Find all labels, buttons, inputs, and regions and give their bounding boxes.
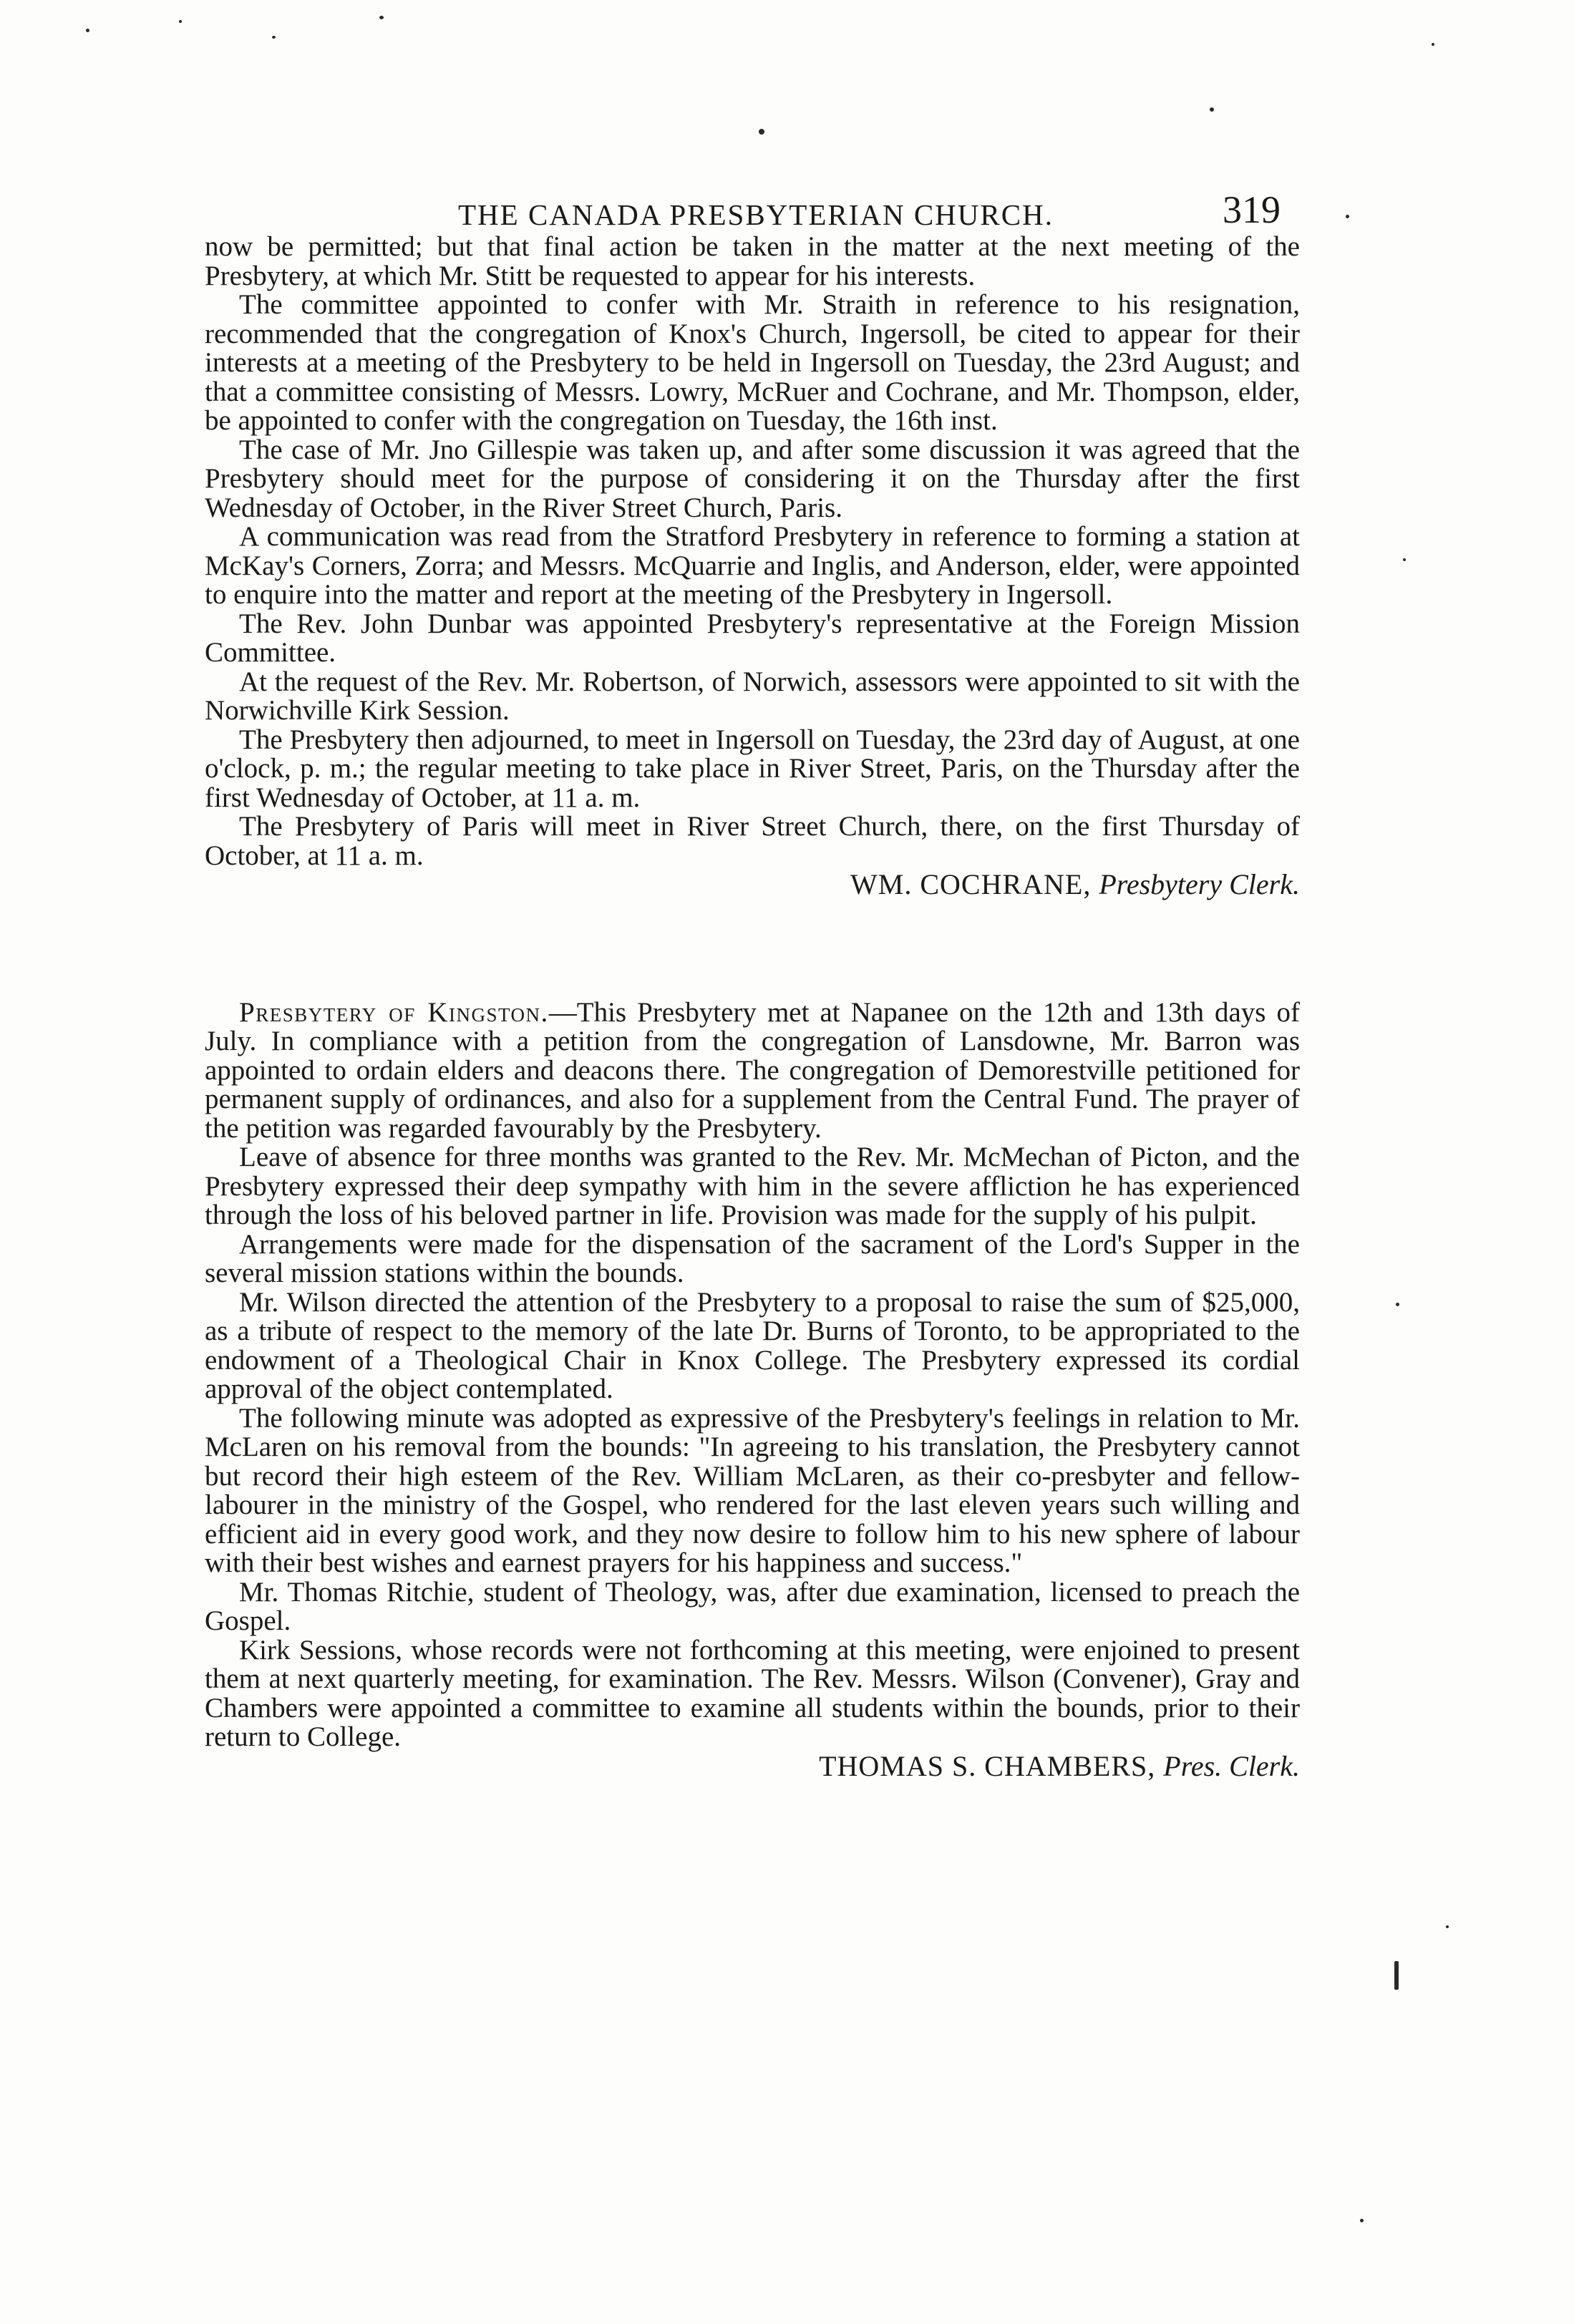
- paragraph: Leave of absence for three months was granted to the Rev. Mr. McMechan of Picton, and the Presbytery expressed their deep sympathy with him in the severe affliction he has experienced through the loss of his beloved partner in life. Provision was made for the supply of his pulpit.: [205, 1142, 1300, 1230]
- scan-speck: [1446, 1925, 1449, 1928]
- paragraph: Mr. Thomas Ritchie, student of Theology, was, after due examination, licensed to preach the Gospel.: [205, 1576, 1300, 1636]
- scan-speck: [179, 20, 182, 23]
- paragraph: Kirk Sessions, whose records were not forthcoming at this meeting, were enjoined to present them at next quarterly meeting, for examination. The Rev. Messrs. Wilson (Convener), Gray and Chambers were appointed a committee to examine all students within the bounds, prior to their return to College.: [205, 1634, 1300, 1752]
- scan-speck: [1394, 1961, 1399, 1990]
- section-gap: [205, 900, 1300, 998]
- text-column: [205, 233, 1300, 1781]
- paragraph: now be permitted; but that final action be taken in the matter at the next meeting of the Presbytery, at which Mr. Stitt be requested to appear for his interests.: [205, 231, 1300, 291]
- scan-speck: [86, 29, 89, 32]
- scan-speck: [1403, 558, 1406, 561]
- scan-speck: [759, 129, 764, 135]
- signature: [205, 1749, 1300, 1782]
- paragraph: The Presbytery of Paris will meet in River Street Church, there, on the first Thursday of October, at 11 a. m.: [205, 811, 1300, 871]
- scan-speck: [1360, 2219, 1364, 2222]
- scan-speck: [272, 36, 276, 39]
- paragraph: At the request of the Rev. Mr. Robertson, of Norwich, assessors were appointed to sit with the Norwichville Kirk Session.: [205, 666, 1300, 726]
- paragraph: A communication was read from the Stratford Presbytery in reference to forming a station at McKay's Corners, Zorra; and Messrs. McQuarrie and Inglis, and Anderson, elder, were appointed to enquire into the matter and report at the meeting of the Presbytery in Ingersoll.: [205, 521, 1300, 610]
- paragraph: The case of Mr. Jno Gillespie was taken up, and after some discussion it was agreed that the Presbytery should meet for the purpose of considering it on the Thursday after the first Wednesday of October, in the River Street Church, Paris.: [205, 434, 1300, 523]
- signature-name: WM. COCHRANE,: [850, 868, 1092, 900]
- running-header: THE CANADA PRESBYTERIAN CHURCH.: [458, 198, 1054, 231]
- scan-speck: [1210, 107, 1214, 112]
- paragraph: The committee appointed to confer with Mr. Straith in reference to his resignation, recommended that the congregation of Knox's Church, Ingersoll, be cited to appear for their interests at a meeting of the Presbytery to be held in Ingersoll on Tuesday, the 23rd August; and that a committee consisting of Messrs. Lowry, McRuer and Cochrane, and Mr. Thompson, elder, be appointed to confer with the congregation on Tuesday, the 16th inst.: [205, 289, 1300, 436]
- signature-role: Pres. Clerk.: [1163, 1749, 1300, 1782]
- signature: [205, 870, 1300, 900]
- paragraph: The following minute was adopted as expressive of the Presbytery's feelings in relation to Mr. McLaren on his removal from the bounds: "In agreeing to his translation, the Presbytery cannot but record their high esteem of the Rev. William McLaren, as their co-presbyter and fellow-labourer in the ministry of the Gospel, who rendered for the last eleven years such willing and efficient aid in every good work, and they now desire to follow him to his new sphere of labour with their best wishes and earnest prayers for his happiness and success.": [205, 1402, 1300, 1578]
- scan-speck: [379, 16, 384, 19]
- paragraph: Arrangements were made for the dispensation of the sacrament of the Lord's Supper in the several mission stations within the bounds.: [205, 1228, 1300, 1288]
- scan-speck: [1432, 43, 1434, 46]
- scan-speck: [1396, 1303, 1399, 1306]
- paragraph: The Rev. John Dunbar was appointed Presbytery's representative at the Foreign Mission Committee.: [205, 608, 1300, 668]
- section-heading: Presbytery of Kingston.: [239, 996, 549, 1028]
- signature-name: THOMAS S. CHAMBERS,: [819, 1749, 1156, 1782]
- scan-speck: [1346, 215, 1349, 218]
- page-number: 319: [1223, 188, 1281, 231]
- paragraph: [205, 998, 1300, 1144]
- paragraph: The Presbytery then adjourned, to meet in Ingersoll on Tuesday, the 23rd day of August, at one o'clock, p. m.; the regular meeting to take place in River Street, Paris, on the Thursday after the first Wednesday of October, at 11 a. m.: [205, 724, 1300, 813]
- paragraph: Mr. Wilson directed the attention of the Presbytery to a proposal to raise the sum of $25,000, as a tribute of respect to the memory of the late Dr. Burns of Toronto, to be appropriated to the endowment of a Theological Chair in Knox College. The Presbytery expressed its cordial approval of the object contemplated.: [205, 1286, 1300, 1404]
- signature-role: Presbytery Clerk.: [1099, 868, 1300, 900]
- paragraph-text: —This Presbytery met at Napanee on the 12th and 13th days of July. In compliance with a petition from the congregation of Lansdowne, Mr. Barron was appointed to ordain elders and deacons there. The congregation of Demorestville petitioned for permanent supply of ordinances, and also for a supplement from the Central Fund. The prayer of the petition was regarded favourably by the Presbytery.: [205, 996, 1301, 1144]
